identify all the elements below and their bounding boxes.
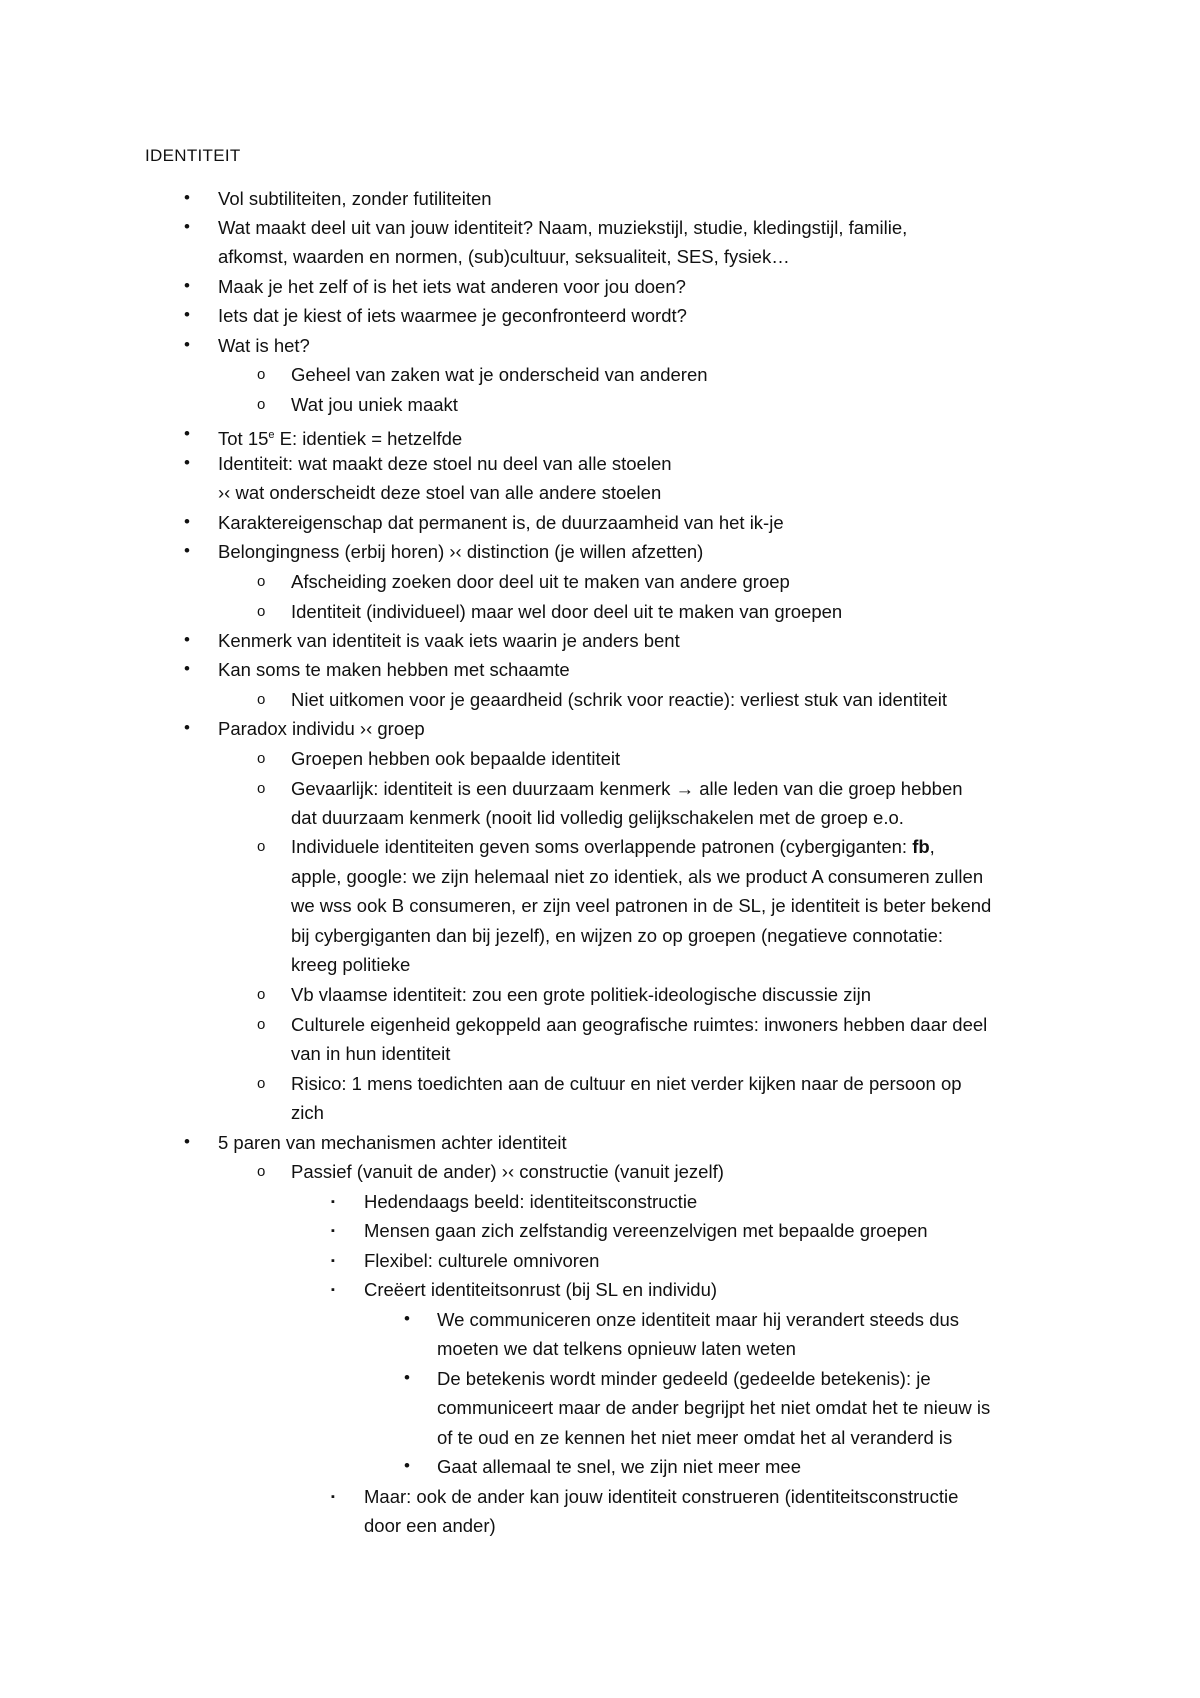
- list-item-text: moeten we dat telkens opnieuw laten weten: [437, 1338, 796, 1359]
- bullet-marker: •: [184, 335, 190, 354]
- list-item-text: Iets dat je kiest of iets waarmee je geconfronteerd wordt?: [218, 305, 687, 326]
- list-item-text: Identiteit (individueel) maar wel door deel uit te maken van groepen: [291, 601, 843, 622]
- list-item-text: Karaktereigenschap dat permanent is, de duurzaamheid van het ik-je: [218, 512, 784, 533]
- list-item-text: ›‹ wat onderscheidt deze stoel van alle andere stoelen: [218, 482, 662, 503]
- list-item-text: dat duurzaam kenmerk (nooit lid volledig gelijkschakelen met de groep e.o.: [291, 807, 904, 828]
- list-item-text: Niet uitkomen voor je geaardheid (schrik voor reactie): verliest stuk van identiteit: [291, 689, 948, 710]
- bullet-marker: •: [184, 276, 190, 295]
- list-item-text: 5 paren van mechanismen achter identiteit: [218, 1132, 567, 1153]
- circle-marker: o: [257, 986, 266, 1003]
- square-marker: ▪: [331, 1491, 335, 1503]
- bullet-marker: •: [184, 188, 190, 207]
- bullet-marker: •: [404, 1368, 410, 1387]
- circle-marker: o: [257, 396, 266, 413]
- bullet-marker: •: [184, 305, 190, 324]
- list-item-text: Groepen hebben ook bepaalde identiteit: [291, 748, 621, 769]
- bullet-marker: •: [184, 512, 190, 531]
- circle-marker: o: [257, 780, 266, 797]
- circle-marker: o: [257, 1163, 266, 1180]
- bold-text: fb: [912, 836, 930, 857]
- circle-marker: o: [257, 1075, 266, 1092]
- list-item-text: Maar: ook de ander kan jouw identiteit construeren (identiteitsconstructie: [364, 1486, 959, 1507]
- list-item-text: apple, google: we zijn helemaal niet zo identiek, als we product A consumeren zullen: [291, 866, 984, 887]
- list-item-text: zich: [291, 1102, 324, 1123]
- list-item-text: Gaat allemaal te snel, we zijn niet meer mee: [437, 1456, 802, 1477]
- bullet-marker: •: [184, 453, 190, 472]
- list-item-text: Identiteit: wat maakt deze stoel nu deel van alle stoelen: [218, 453, 672, 474]
- list-item-text: Wat maakt deel uit van jouw identiteit? Naam, muziekstijl, studie, kledingstijl, familie,: [218, 217, 908, 238]
- list-item-text: Tot 15e E: identiek = hetzelfde: [218, 428, 463, 450]
- list-item-text: afkomst, waarden en normen, (sub)cultuur, seksualiteit, SES, fysiek…: [218, 246, 790, 267]
- list-item-text: De betekenis wordt minder gedeeld (gedeelde betekenis): je: [437, 1368, 931, 1389]
- circle-marker: o: [257, 691, 266, 708]
- list-item-text: Wat jou uniek maakt: [291, 394, 458, 415]
- square-marker: ▪: [331, 1196, 335, 1208]
- circle-marker: o: [257, 750, 266, 767]
- list-item-text: Mensen gaan zich zelfstandig vereenzelvigen met bepaalde groepen: [364, 1220, 928, 1241]
- list-item-text: Vb vlaamse identiteit: zou een grote politiek-ideologische discussie zijn: [291, 984, 871, 1005]
- list-item-text: van in hun identiteit: [291, 1043, 451, 1064]
- list-item-text: We communiceren onze identiteit maar hij verandert steeds dus: [437, 1309, 960, 1330]
- circle-marker: o: [257, 603, 266, 620]
- list-item-text: Belongingness (erbij horen) ›‹ distinction (je willen afzetten): [218, 541, 704, 562]
- bullet-marker: •: [404, 1456, 410, 1475]
- circle-marker: o: [257, 366, 266, 383]
- list-item-text: Kan soms te maken hebben met schaamte: [218, 659, 570, 680]
- list-item-text: Culturele eigenheid gekoppeld aan geografische ruimtes: inwoners hebben daar deel: [291, 1014, 988, 1035]
- list-item-text: kreeg politieke: [291, 954, 411, 975]
- square-marker: ▪: [331, 1255, 335, 1267]
- bullet-marker: •: [184, 718, 190, 737]
- list-item-text: Creëert identiteitsonrust (bij SL en individu): [364, 1279, 718, 1300]
- list-item-text: bij cybergiganten dan bij jezelf), en wijzen zo op groepen (negatieve connotatie:: [291, 925, 944, 946]
- list-item-text: we wss ook B consumeren, er zijn veel patronen in de SL, je identiteit is beter bekend: [291, 895, 992, 916]
- list-item-text: Kenmerk van identiteit is vaak iets waarin je anders bent: [218, 630, 680, 651]
- list-item-text: door een ander): [364, 1515, 496, 1536]
- bullet-marker: •: [184, 659, 190, 678]
- bullet-marker: •: [184, 217, 190, 236]
- bullet-marker: •: [184, 424, 190, 443]
- document-title: IDENTITEIT: [145, 146, 241, 165]
- bullet-marker: •: [184, 541, 190, 560]
- bullet-marker: •: [184, 1132, 190, 1151]
- list-item-text: of te oud en ze kennen het niet meer omdat het al veranderd is: [437, 1427, 953, 1448]
- superscript: e: [268, 429, 275, 441]
- list-item-text: Wat is het?: [218, 335, 310, 356]
- bullet-marker: •: [404, 1309, 410, 1328]
- list-item-text: Geheel van zaken wat je onderscheid van anderen: [291, 364, 708, 385]
- list-item-text: communiceert maar de ander begrijpt het niet omdat het te nieuw is: [437, 1397, 991, 1418]
- list-item-text: Vol subtiliteiten, zonder futiliteiten: [218, 188, 492, 209]
- list-item-text: Afscheiding zoeken door deel uit te maken van andere groep: [291, 571, 790, 592]
- circle-marker: o: [257, 1016, 266, 1033]
- list-item-text: Hedendaags beeld: identiteitsconstructie: [364, 1191, 698, 1212]
- list-item-text: Flexibel: culturele omnivoren: [364, 1250, 600, 1271]
- square-marker: ▪: [331, 1225, 335, 1237]
- list-item-text: Risico: 1 mens toedichten aan de cultuur en niet verder kijken naar de persoon op: [291, 1073, 962, 1094]
- list-item-text: Gevaarlijk: identiteit is een duurzaam kenmerk → alle leden van die groep hebben: [291, 778, 963, 799]
- bullet-marker: •: [184, 630, 190, 649]
- circle-marker: o: [257, 838, 266, 855]
- list-item-text: Individuele identiteiten geven soms overlappende patronen (cybergiganten: fb,: [291, 836, 935, 857]
- list-item-text: Maak je het zelf of is het iets wat anderen voor jou doen?: [218, 276, 686, 297]
- list-item-text: Paradox individu ›‹ groep: [218, 718, 425, 739]
- circle-marker: o: [257, 573, 266, 590]
- list-item-text: Passief (vanuit de ander) ›‹ constructie (vanuit jezelf): [291, 1161, 724, 1182]
- square-marker: ▪: [331, 1284, 335, 1296]
